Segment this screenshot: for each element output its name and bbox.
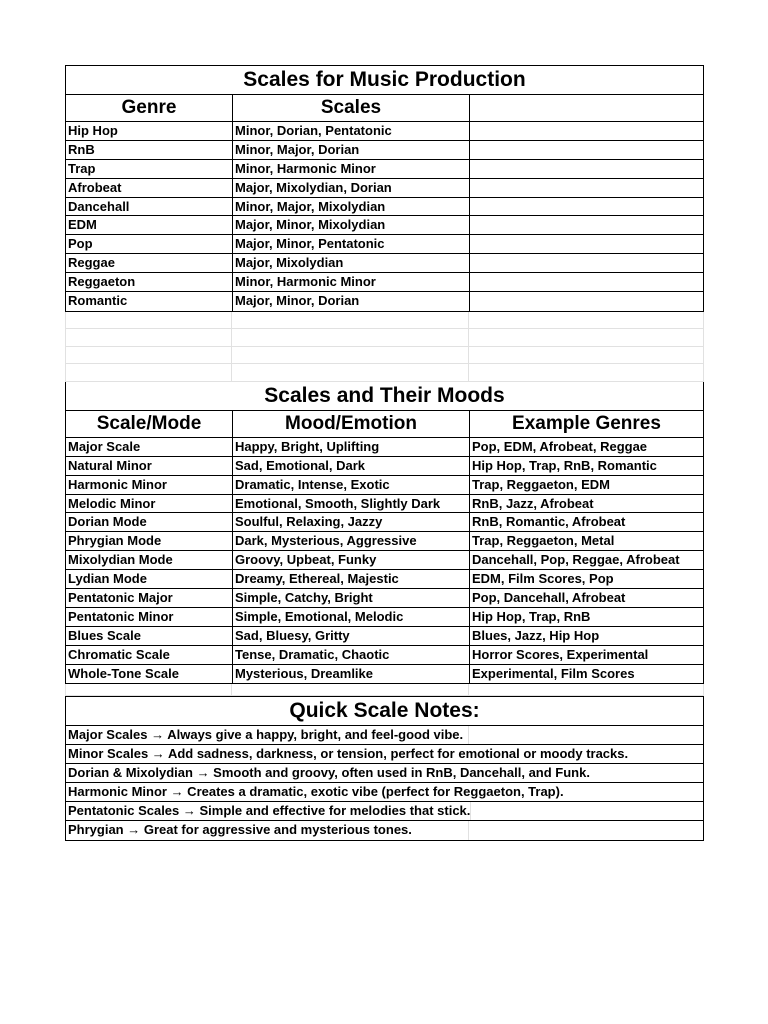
table-row (66, 235, 703, 254)
empty-cell (469, 329, 704, 347)
table-cell: Romantic (66, 292, 233, 311)
note-row (66, 745, 703, 764)
table-cell: Minor, Major, Mixolydian (233, 198, 470, 216)
note-text: Minor Scales → Add sadness, darkness, or tension, perfect for emotional or moody tracks. (68, 746, 629, 762)
table-cell: Major, Minor, Pentatonic (233, 235, 470, 253)
table-cell: Dreamy, Ethereal, Majestic (233, 570, 470, 588)
table-row (66, 273, 703, 292)
table-cell (470, 273, 703, 291)
empty-row (65, 329, 704, 347)
table-cell: Sad, Emotional, Dark (233, 457, 470, 475)
quick-notes-title: Quick Scale Notes: (289, 699, 480, 723)
table-row (66, 495, 703, 514)
empty-cell (232, 329, 469, 347)
empty-row (65, 347, 704, 365)
note-text: Dorian & Mixolydian → Smooth and groovy, often used in RnB, Dancehall, and Funk. (68, 765, 590, 781)
empty-cell (65, 312, 232, 330)
table-row (66, 627, 703, 646)
empty-cell (65, 684, 232, 696)
table-cell: Pentatonic Major (66, 589, 233, 607)
table-cell: Pop, Dancehall, Afrobeat (472, 590, 626, 606)
table-cell (470, 122, 703, 140)
table-cell (470, 141, 703, 159)
table-row (66, 513, 703, 532)
table-row (66, 551, 703, 570)
table-cell: Chromatic Scale (66, 646, 233, 664)
table-cell: Horror Scores, Experimental (472, 646, 649, 662)
table-cell: Mixolydian Mode (66, 551, 233, 569)
note-row (66, 726, 703, 745)
genre-scales-title-row (66, 66, 703, 95)
scale-moods-table (65, 381, 704, 685)
empty-cell (232, 364, 469, 382)
empty-row (65, 364, 704, 382)
empty-cell (232, 347, 469, 365)
table-row (66, 532, 703, 551)
table-cell: Simple, Catchy, Bright (233, 589, 470, 607)
empty-cell (232, 684, 469, 696)
table-cell: Dancehall (66, 198, 233, 216)
table-cell: Natural Minor (66, 457, 233, 475)
table-row (66, 457, 703, 476)
empty-cell (469, 364, 704, 382)
table-cell: Trap, Reggaeton, Metal (472, 533, 615, 549)
table-cell: Hip Hop, Trap, RnB, Romantic (472, 457, 657, 473)
header-mood-emotion: Mood/Emotion (233, 411, 470, 437)
table-row (66, 216, 703, 235)
table-cell (470, 216, 703, 234)
table-cell: Reggaeton (66, 273, 233, 291)
genre-scales-table (65, 65, 704, 312)
table-cell: Lydian Mode (66, 570, 233, 588)
table-cell: Blues, Jazz, Hip Hop (472, 627, 600, 643)
scale-moods-body (66, 438, 703, 684)
table-cell: Minor, Harmonic Minor (233, 273, 470, 291)
table-row (66, 198, 703, 217)
table-cell: Pentatonic Minor (66, 608, 233, 626)
empty-cell (469, 312, 704, 330)
table-cell: Dark, Mysterious, Aggressive (233, 532, 470, 550)
empty-cell (232, 312, 469, 330)
table-cell: Minor, Dorian, Pentatonic (233, 122, 470, 140)
table-cell: Minor, Harmonic Minor (233, 160, 470, 178)
table-cell: Hip Hop (66, 122, 233, 140)
genre-scales-title: Scales for Music Production (243, 68, 526, 91)
table-row (66, 179, 703, 198)
table-cell: EDM (66, 216, 233, 234)
table-cell: Major, Mixolydian (233, 254, 470, 272)
empty-grid-rows (65, 684, 704, 696)
table-cell: RnB, Romantic, Afrobeat (472, 514, 626, 530)
table-cell: Phrygian Mode (66, 532, 233, 550)
table-cell: Major Scale (66, 438, 233, 456)
genre-scales-body (66, 122, 703, 311)
table-cell: Sad, Bluesy, Gritty (233, 627, 470, 645)
table-row (66, 665, 703, 684)
table-row (66, 570, 703, 589)
table-cell: RnB, Jazz, Afrobeat (472, 495, 594, 511)
table-row (66, 438, 703, 457)
scale-moods-header-row (66, 411, 703, 438)
empty-row (65, 312, 704, 330)
table-cell: Happy, Bright, Uplifting (233, 438, 470, 456)
header-scale-mode: Scale/Mode (66, 411, 233, 437)
table-row (66, 476, 703, 495)
note-empty-cell (470, 802, 703, 820)
table-cell: RnB (66, 141, 233, 159)
note-row (66, 802, 703, 821)
table-cell: Major, Mixolydian, Dorian (233, 179, 470, 197)
table-cell: Trap, Reggaeton, EDM (472, 476, 610, 492)
table-row (66, 122, 703, 141)
table-cell: Pop, EDM, Afrobeat, Reggae (472, 438, 648, 454)
table-row (66, 254, 703, 273)
table-row (66, 160, 703, 179)
table-cell (470, 292, 703, 311)
table-cell: Dramatic, Intense, Exotic (233, 476, 470, 494)
note-text: Harmonic Minor → Creates a dramatic, exotic vibe (perfect for Reggaeton, Trap). (68, 784, 564, 800)
table-row (66, 141, 703, 160)
table-cell (470, 235, 703, 253)
header-empty (470, 95, 703, 121)
table-cell (470, 160, 703, 178)
table-row (66, 608, 703, 627)
note-text: Phrygian → Great for aggressive and mysterious tones. (68, 821, 412, 837)
table-cell: Mysterious, Dreamlike (233, 665, 470, 684)
table-cell: Minor, Major, Dorian (233, 141, 470, 159)
table-cell: Afrobeat (66, 179, 233, 197)
empty-cell (469, 347, 704, 365)
spreadsheet (65, 65, 704, 841)
table-row (66, 589, 703, 608)
empty-grid-rows (65, 312, 704, 381)
table-cell: Pop (66, 235, 233, 253)
header-scales: Scales (233, 95, 470, 121)
table-cell: Soulful, Relaxing, Jazzy (233, 513, 470, 531)
empty-cell (65, 347, 232, 365)
quick-notes-title-row (66, 697, 703, 726)
scale-moods-title: Scales and Their Moods (264, 383, 505, 407)
empty-row (65, 684, 704, 696)
table-cell: Whole-Tone Scale (66, 665, 233, 684)
table-cell: Major, Minor, Dorian (233, 292, 470, 311)
table-row (66, 646, 703, 665)
table-cell (470, 198, 703, 216)
table-cell (470, 179, 703, 197)
table-cell: Major, Minor, Mixolydian (233, 216, 470, 234)
note-text: Major Scales → Always give a happy, bright, and feel-good vibe. (68, 727, 464, 743)
note-row (66, 764, 703, 783)
table-row (66, 292, 703, 311)
header-genre: Genre (66, 95, 233, 121)
table-cell: Reggae (66, 254, 233, 272)
note-empty-cell (468, 726, 703, 744)
genre-scales-header-row (66, 95, 703, 122)
empty-cell (65, 364, 232, 382)
empty-cell (469, 684, 704, 696)
table-cell: Simple, Emotional, Melodic (233, 608, 470, 626)
table-cell: Dorian Mode (66, 513, 233, 531)
table-cell: Blues Scale (66, 627, 233, 645)
table-cell (470, 254, 703, 272)
table-cell: Emotional, Smooth, Slightly Dark (233, 495, 470, 513)
table-cell: Experimental, Film Scores (472, 665, 635, 681)
empty-cell (65, 329, 232, 347)
table-cell: EDM, Film Scores, Pop (472, 571, 614, 587)
table-cell: Trap (66, 160, 233, 178)
scale-moods-title-row (66, 382, 703, 411)
quick-notes-body (66, 726, 703, 839)
table-cell: Melodic Minor (66, 495, 233, 513)
quick-notes-table (65, 696, 704, 840)
table-cell: Dancehall, Pop, Reggae, Afrobeat (472, 552, 680, 568)
note-empty-cell (468, 821, 703, 840)
note-row (66, 821, 703, 840)
note-text: Pentatonic Scales → Simple and effective for melodies that stick. (68, 803, 471, 819)
table-cell: Harmonic Minor (66, 476, 233, 494)
header-example-genres: Example Genres (512, 412, 661, 434)
note-row (66, 783, 703, 802)
table-cell: Tense, Dramatic, Chaotic (233, 646, 470, 664)
table-cell: Hip Hop, Trap, RnB (472, 608, 591, 624)
table-cell: Groovy, Upbeat, Funky (233, 551, 470, 569)
